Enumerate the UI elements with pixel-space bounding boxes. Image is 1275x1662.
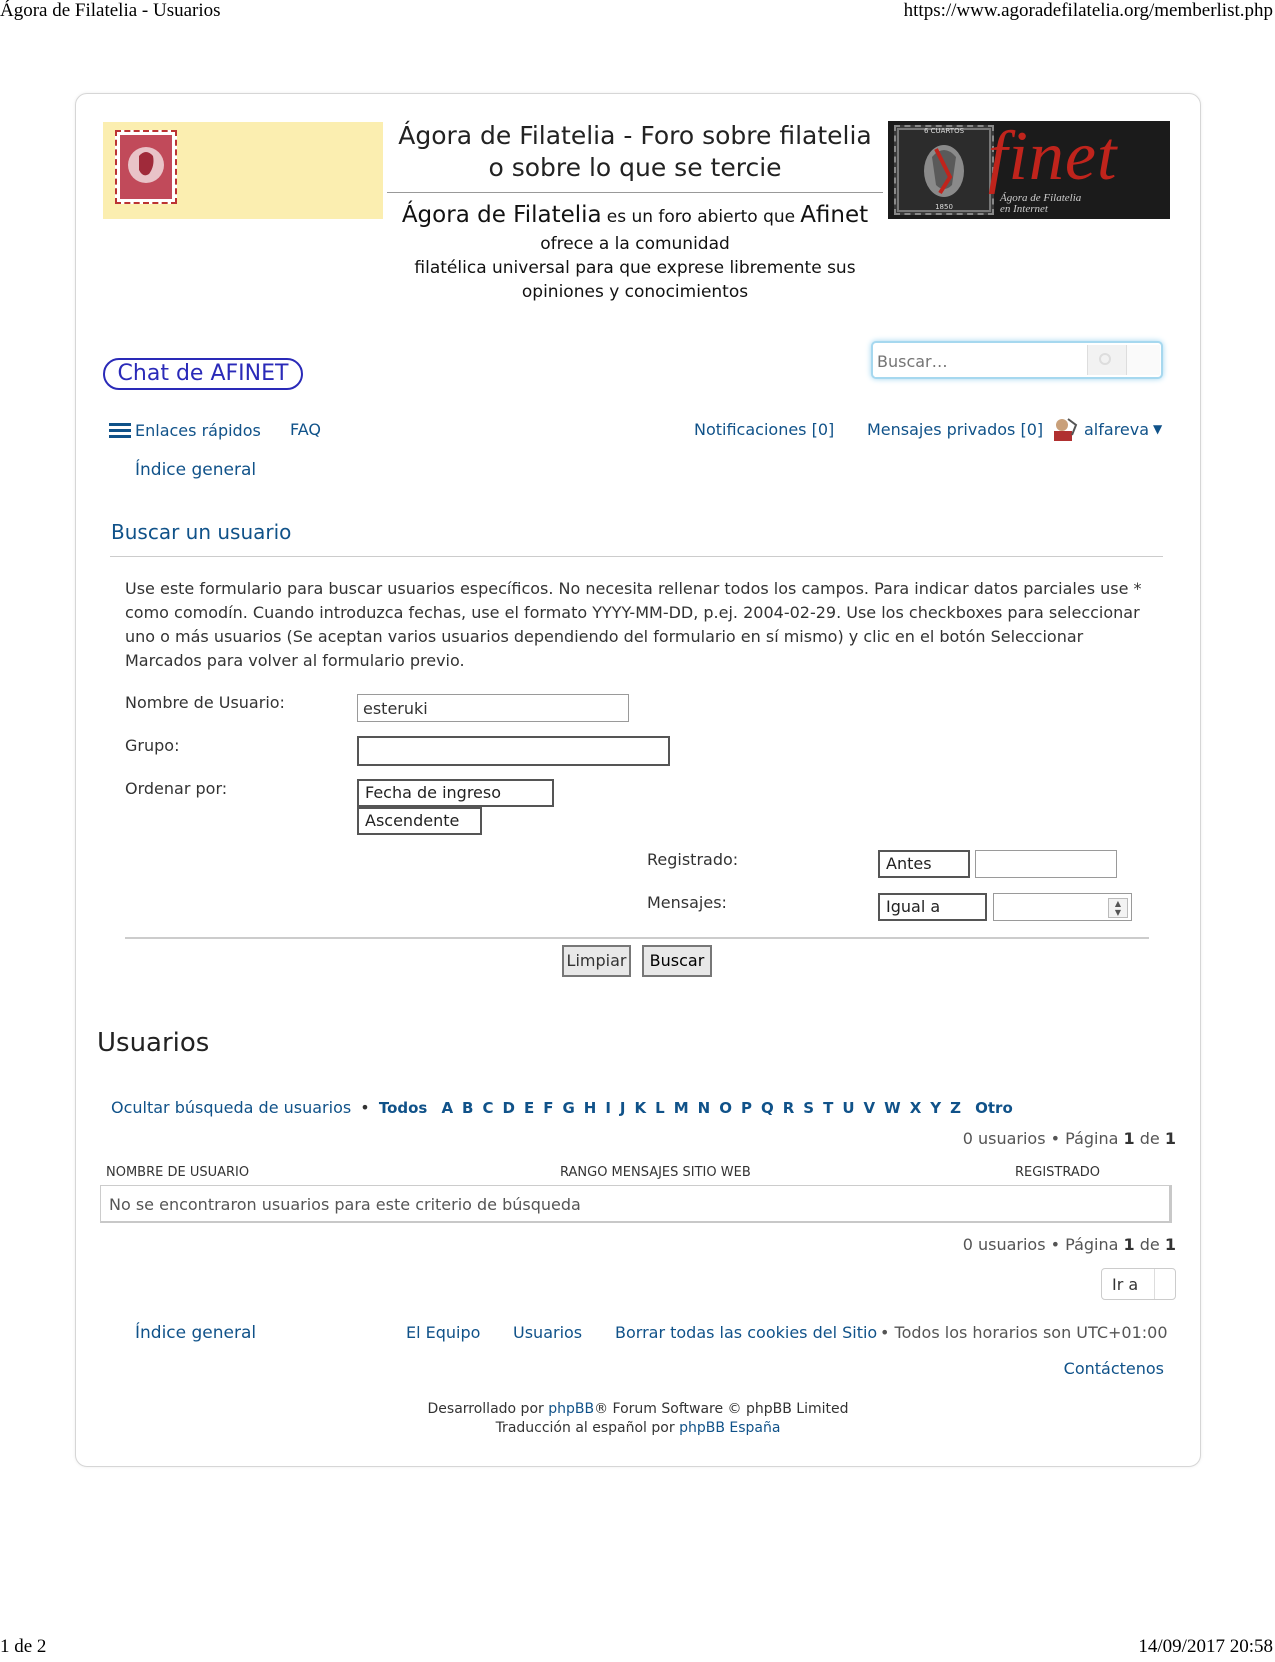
letter-link-u[interactable]: U xyxy=(842,1099,855,1117)
col-username[interactable]: NOMBRE DE USUARIO xyxy=(106,1165,250,1180)
letter-link-b[interactable]: B xyxy=(462,1099,474,1117)
contact-link[interactable]: Contáctenos xyxy=(1063,1359,1164,1378)
letter-link-m[interactable]: M xyxy=(673,1099,689,1117)
site-title xyxy=(385,120,885,184)
desc-brand: Ágora de Filatelia xyxy=(401,202,602,228)
afinet-logo[interactable] xyxy=(888,118,1170,219)
letter-link-h[interactable]: H xyxy=(583,1099,597,1117)
submit-search-button[interactable]: Buscar xyxy=(642,945,712,977)
hide-search-link[interactable]: Ocultar búsqueda de usuarios xyxy=(111,1098,352,1117)
letter-filter-bar xyxy=(111,1097,1013,1119)
table-row xyxy=(100,1185,1172,1223)
logo-sub1: Ágora de Filatelia xyxy=(1000,192,1082,204)
page-title: Buscar un usuario xyxy=(111,520,292,544)
posts-op-select[interactable]: Igual a xyxy=(878,893,987,921)
timezone-text: • Todos los horarios son UTC+01:00 xyxy=(880,1323,1168,1342)
jump-divider xyxy=(1154,1269,1155,1299)
print-url: https://www.agoradefilatelia.org/memberlist.php xyxy=(903,0,1273,21)
posts-field-label: Mensajes: xyxy=(647,893,727,912)
letter-link-n[interactable]: N xyxy=(697,1099,711,1117)
footer-index-link[interactable]: Índice general xyxy=(135,1323,257,1343)
letter-link-j[interactable]: J xyxy=(619,1099,626,1117)
quantity-stepper[interactable]: ▲ ▼ xyxy=(1108,898,1128,918)
stamp-top-text: 6 CUARTOS xyxy=(923,127,965,135)
current-page-bottom: 1 xyxy=(1123,1235,1135,1254)
logo-subtitle xyxy=(1000,193,1081,215)
registered-field-label: Registrado: xyxy=(647,850,739,869)
letter-link-a[interactable]: A xyxy=(441,1099,454,1117)
pagination-top: 0 usuarios • Página 1 de 1 xyxy=(962,1129,1176,1148)
notifications-count: [0] xyxy=(811,420,835,439)
user-count: 0 usuarios xyxy=(962,1129,1046,1148)
letter-link-f[interactable]: F xyxy=(543,1099,554,1117)
letter-link-s[interactable]: S xyxy=(803,1099,815,1117)
notifications-label: Notificaciones xyxy=(694,420,807,439)
desc-line3: filatélica universal para que exprese libremente sus xyxy=(414,258,856,278)
quick-links-label: Enlaces rápidos xyxy=(135,420,261,440)
group-field-label: Grupo: xyxy=(125,736,180,755)
letter-link-k[interactable]: K xyxy=(634,1099,647,1117)
powered-suffix: ® Forum Software © phpBB Limited xyxy=(594,1401,849,1417)
letter-link-x[interactable]: X xyxy=(909,1099,922,1117)
letter-link-q[interactable]: Q xyxy=(760,1099,774,1117)
of-word-bottom: de xyxy=(1139,1235,1160,1254)
of-word: de xyxy=(1139,1129,1160,1148)
translation-prefix: Traducción al español por xyxy=(495,1420,675,1436)
letter-link-p[interactable]: P xyxy=(740,1099,752,1117)
users-link[interactable]: Usuarios xyxy=(513,1323,583,1342)
phpbb-espana-link[interactable]: phpBB España xyxy=(679,1420,781,1436)
letter-links xyxy=(379,1098,970,1117)
order-by-select[interactable]: Fecha de ingreso xyxy=(357,779,554,807)
print-page-count: 1 de 2 xyxy=(0,1636,47,1657)
team-link[interactable]: El Equipo xyxy=(406,1323,481,1342)
total-pages-bottom: 1 xyxy=(1164,1235,1176,1254)
letter-link-l[interactable]: L xyxy=(655,1099,665,1117)
username-label: alfareva xyxy=(1084,419,1150,439)
black-stamp-icon xyxy=(894,125,994,215)
empty-message: No se encontraron usuarios para este criterio de búsqueda xyxy=(109,1195,581,1214)
letter-link-w[interactable]: W xyxy=(884,1099,901,1117)
breadcrumb-index[interactable]: Índice general xyxy=(135,460,257,480)
page-word: Página xyxy=(1065,1129,1119,1148)
col-registered[interactable]: REGISTRADO xyxy=(1015,1165,1100,1180)
chat-afinet-button[interactable]: Chat de AFINET xyxy=(103,358,303,390)
instructions-text: Use este formulario para buscar usuarios específicos. No necesita rellenar todos los campos. Para indicar datos parciales use * como comodín. Cuando introduzca fechas, use el formato YYYY-MM-DD, p.ej. 2004-02-29. Use los checkboxes para seleccionar uno o más usuarios (Se aceptan varios usuarios dependiendo del formulario en sí mismo) y clic en el botón Seleccionar Marcados para volver al formulario previo. xyxy=(125,579,1142,670)
username-field-label: Nombre de Usuario: xyxy=(125,693,285,712)
letter-all-link[interactable]: Todos xyxy=(378,1099,428,1117)
posts-number-input[interactable] xyxy=(993,893,1132,921)
letter-link-e[interactable]: E xyxy=(523,1099,535,1117)
page-word-bottom: Página xyxy=(1065,1235,1119,1254)
site-title-line2: o sobre lo que se tercie xyxy=(488,153,782,182)
letter-link-r[interactable]: R xyxy=(782,1099,795,1117)
desc-line2: ofrece a la comunidad xyxy=(540,234,730,254)
letter-link-g[interactable]: G xyxy=(562,1099,575,1117)
form-divider xyxy=(125,937,1149,939)
username-field[interactable] xyxy=(357,694,629,722)
heading-divider xyxy=(110,556,1163,557)
order-direction-select[interactable]: Ascendente xyxy=(357,807,482,835)
jump-to-button[interactable] xyxy=(1101,1268,1176,1300)
registered-op-select[interactable]: Antes xyxy=(878,850,970,878)
timezone-label: Todos los horarios son UTC+01:00 xyxy=(894,1323,1168,1342)
order-field-label: Ordenar por: xyxy=(125,779,228,798)
letter-link-c[interactable]: C xyxy=(482,1099,494,1117)
registered-date-input[interactable] xyxy=(975,850,1117,878)
title-divider xyxy=(387,192,883,193)
reset-button[interactable]: Limpiar xyxy=(562,945,631,977)
desc-afinet: Afinet xyxy=(800,202,869,228)
chevron-down-icon: ▼ xyxy=(1153,422,1163,436)
faq-link[interactable]: FAQ xyxy=(290,420,321,439)
stamp-icon xyxy=(115,130,177,204)
translation-credit xyxy=(75,1419,1201,1438)
letter-link-t[interactable]: T xyxy=(823,1099,834,1117)
powered-prefix: Desarrollado por xyxy=(427,1401,544,1417)
letter-link-i[interactable]: I xyxy=(605,1099,611,1117)
letter-link-o[interactable]: O xyxy=(719,1099,732,1117)
separator-dot: • xyxy=(360,1098,370,1117)
desc-line4: opiniones y conocimientos xyxy=(521,282,749,302)
print-datetime: 14/09/2017 20:58 xyxy=(1138,1636,1273,1657)
logo-wordmark: finet xyxy=(988,118,1118,195)
letter-link-y[interactable]: Y xyxy=(930,1099,942,1117)
delete-cookies-link[interactable]: Borrar todas las cookies del Sitio xyxy=(615,1323,878,1342)
letter-link-d[interactable]: D xyxy=(502,1099,515,1117)
letter-link-v[interactable]: V xyxy=(863,1099,876,1117)
current-page: 1 xyxy=(1123,1129,1135,1148)
pm-label: Mensajes privados xyxy=(867,420,1016,439)
search-button[interactable] xyxy=(1087,345,1126,375)
stamp-bottom-text: 1850 xyxy=(935,203,953,211)
avatar xyxy=(1050,415,1080,443)
advanced-search-button[interactable] xyxy=(1126,345,1160,375)
notifications-link[interactable] xyxy=(694,418,834,442)
jump-label: Ir a xyxy=(1112,1275,1139,1294)
letter-other-link[interactable]: Otro xyxy=(975,1099,1013,1117)
phpbb-link[interactable]: phpBB xyxy=(548,1401,595,1417)
letter-link-z[interactable]: Z xyxy=(950,1099,962,1117)
menu-icon xyxy=(109,422,131,438)
site-description xyxy=(385,200,885,304)
logo-sub2: en Internet xyxy=(1000,203,1048,215)
quick-links-menu[interactable] xyxy=(109,418,261,442)
copyright-block xyxy=(75,1400,1201,1438)
search-input[interactable] xyxy=(875,345,1089,377)
pagination-bottom: 0 usuarios • Página 1 de 1 xyxy=(962,1235,1176,1254)
desc-mid: es un foro abierto que xyxy=(606,207,796,227)
header-banner xyxy=(103,122,383,219)
header-search xyxy=(871,341,1163,379)
site-title-line1: Ágora de Filatelia - Foro sobre filatelia xyxy=(398,121,872,150)
col-rank-posts-website[interactable]: RANGO MENSAJES SITIO WEB xyxy=(560,1165,751,1180)
user-menu[interactable] xyxy=(1050,415,1162,443)
print-page-title: Ágora de Filatelia - Usuarios xyxy=(0,0,221,21)
user-count-bottom: 0 usuarios xyxy=(962,1235,1046,1254)
users-heading: Usuarios xyxy=(97,1028,210,1058)
search-icon xyxy=(1088,345,1126,375)
group-select[interactable] xyxy=(357,736,670,766)
pm-count: [0] xyxy=(1020,420,1044,439)
private-messages-link[interactable] xyxy=(867,418,1043,442)
powered-by xyxy=(75,1400,1201,1419)
total-pages: 1 xyxy=(1164,1129,1176,1148)
